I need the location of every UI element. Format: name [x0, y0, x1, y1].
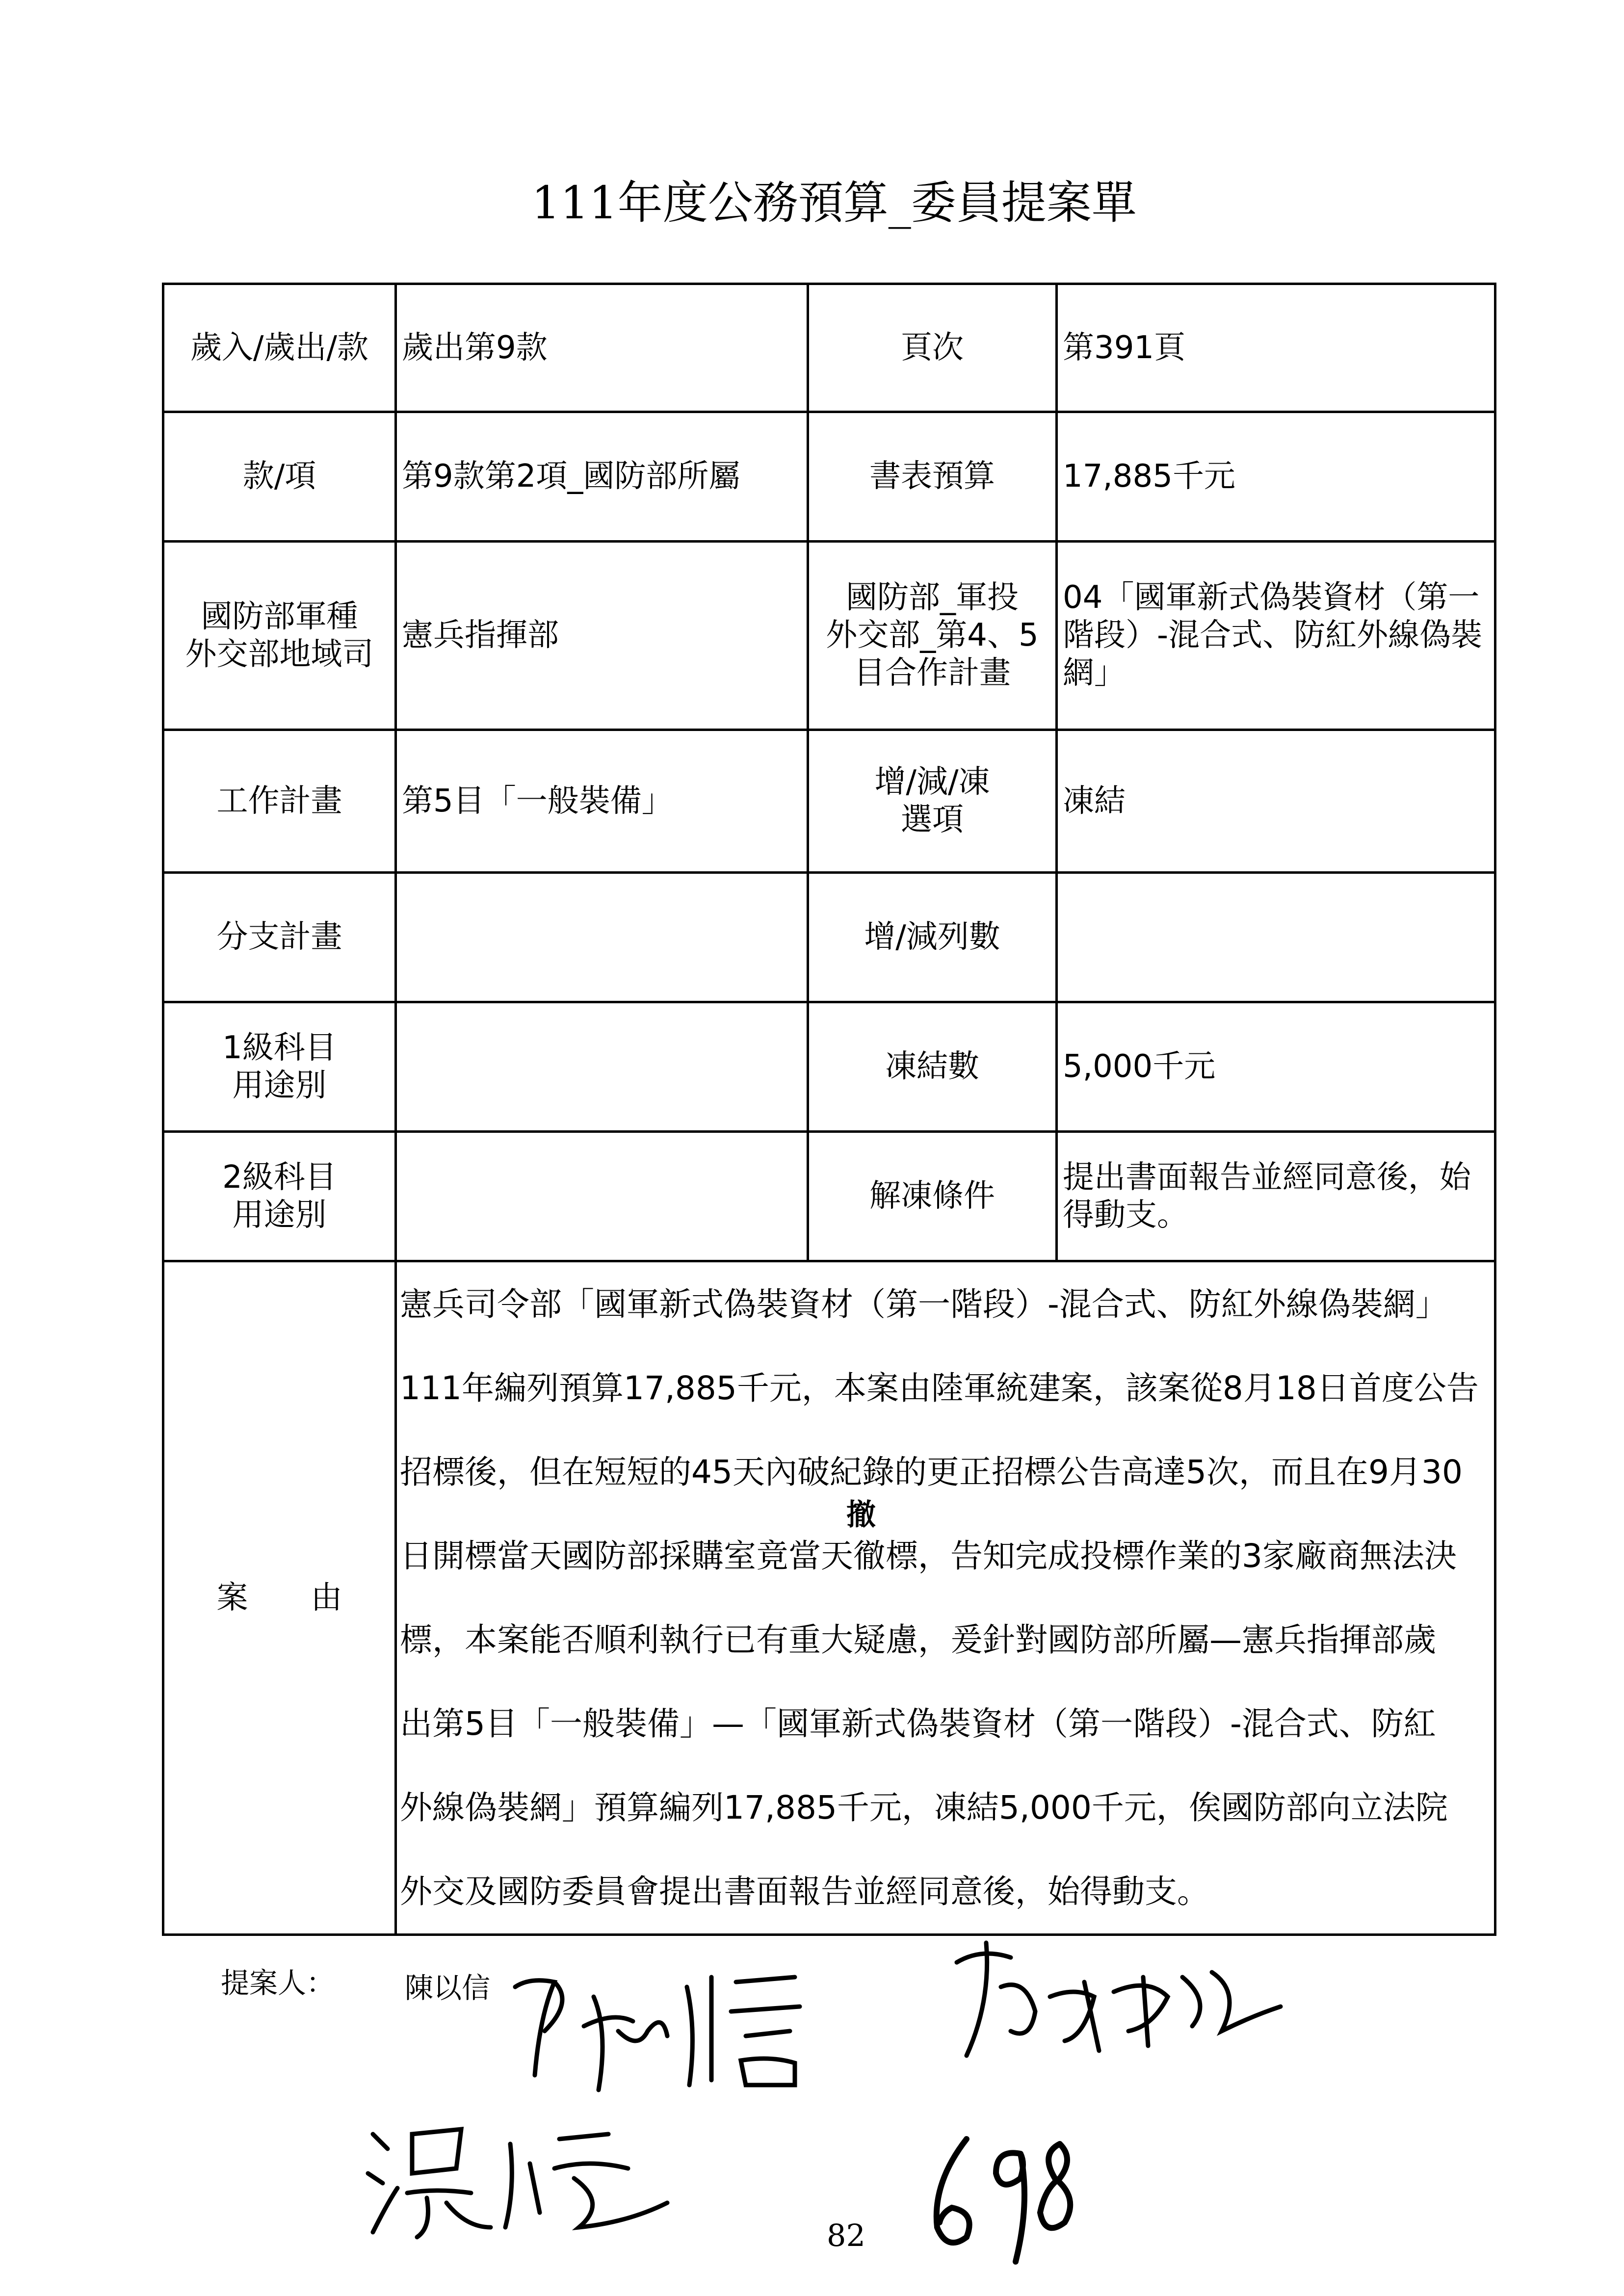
field-label: 1級科目 用途別: [163, 1002, 396, 1132]
field-value: 凍結: [1057, 730, 1495, 873]
reason-line: 憲兵司令部「國軍新式偽裝資材（第一階段）-混合式、防紅外線偽裝網」: [400, 1285, 1448, 1323]
field-label: 2級科目 用途別: [163, 1132, 396, 1261]
field-label: 增/減/凍 選項: [808, 730, 1057, 873]
signature-1: [500, 1957, 834, 2105]
field-value: 第5目「一般裝備」: [396, 730, 808, 873]
table-row: [163, 542, 1495, 730]
field-label: 國防部軍種 外交部地域司: [163, 542, 396, 730]
table-row: [163, 1132, 1495, 1261]
field-value: 憲兵指揮部: [396, 542, 808, 730]
field-value: 歲出第9款: [396, 284, 808, 412]
field-value: 5,000千元: [1057, 1002, 1495, 1132]
reason-line: 111年編列預算17,885千元，本案由陸軍統建案，該案從8月18日首度公告: [400, 1369, 1479, 1407]
field-value: [396, 1132, 808, 1261]
field-label: 解凍條件: [808, 1132, 1057, 1261]
field-value: 第391頁: [1057, 284, 1495, 412]
field-label: 國防部_軍投 外交部_第4、5 目合作計畫: [808, 542, 1057, 730]
reason-line: 出第5目「一般裝備」—「國軍新式偽裝資材（第一階段）-混合式、防紅: [400, 1704, 1436, 1743]
reason-line: 外交及國防委員會提出書面報告並經同意後，始得動支。: [400, 1872, 1209, 1910]
reason-row: [163, 1261, 1495, 1935]
reason-line: 標，本案能否順利執行已有重大疑慮，爰針對國防部所屬—憲兵指揮部歲: [400, 1620, 1436, 1659]
field-value: 提出書面報告並經同意後，始得動支。: [1057, 1132, 1495, 1261]
field-value: [1057, 873, 1495, 1002]
reason-line: 外線偽裝網」預算編列17,885千元，凍結5,000千元，俟國防部向立法院: [400, 1788, 1448, 1826]
reason-text: [396, 1261, 1495, 1935]
handwritten-number: [922, 2124, 1084, 2271]
table-row: [163, 1002, 1495, 1132]
field-label: 歲入/歲出/款: [163, 284, 396, 412]
proposer-name: 陳以信: [405, 1971, 491, 2005]
field-label: 書表預算: [808, 412, 1057, 542]
field-value: [396, 1002, 808, 1132]
proposal-table: [162, 283, 1496, 1936]
reason-line: 日開標當天國防部採購室竟當天徹標，告知完成投標作業的3家廠商無法決: [400, 1537, 1457, 1575]
page-number: 82: [827, 2218, 865, 2253]
field-label: 款/項: [163, 412, 396, 542]
signature-3: [353, 2105, 697, 2247]
table-row: [163, 412, 1495, 542]
field-value: [396, 873, 808, 1002]
proposer-label: 提案人：: [221, 1966, 335, 2000]
reason-line: 招標後，但在短短的45天內破紀錄的更正招標公告高達5次，而且在9月30: [400, 1453, 1463, 1491]
field-label: 分支計畫: [163, 873, 396, 1002]
table-row: [163, 730, 1495, 873]
reason-label: 案 由: [163, 1261, 396, 1935]
signature-2: [937, 1928, 1290, 2075]
field-label: 頁次: [808, 284, 1057, 412]
table-row: [163, 284, 1495, 412]
field-value: 04「國軍新式偽裝資材（第一階段）-混合式、防紅外線偽裝網」: [1057, 542, 1495, 730]
page-title: 111年度公務預算_委員提案單: [531, 177, 1137, 229]
handwritten-correction: 撤: [846, 1498, 876, 1532]
table-row: [163, 873, 1495, 1002]
field-label: 增/減列數: [808, 873, 1057, 1002]
field-value: 第9款第2項_國防部所屬: [396, 412, 808, 542]
field-label: 工作計畫: [163, 730, 396, 873]
field-label: 凍結數: [808, 1002, 1057, 1132]
field-value: 17,885千元: [1057, 412, 1495, 542]
